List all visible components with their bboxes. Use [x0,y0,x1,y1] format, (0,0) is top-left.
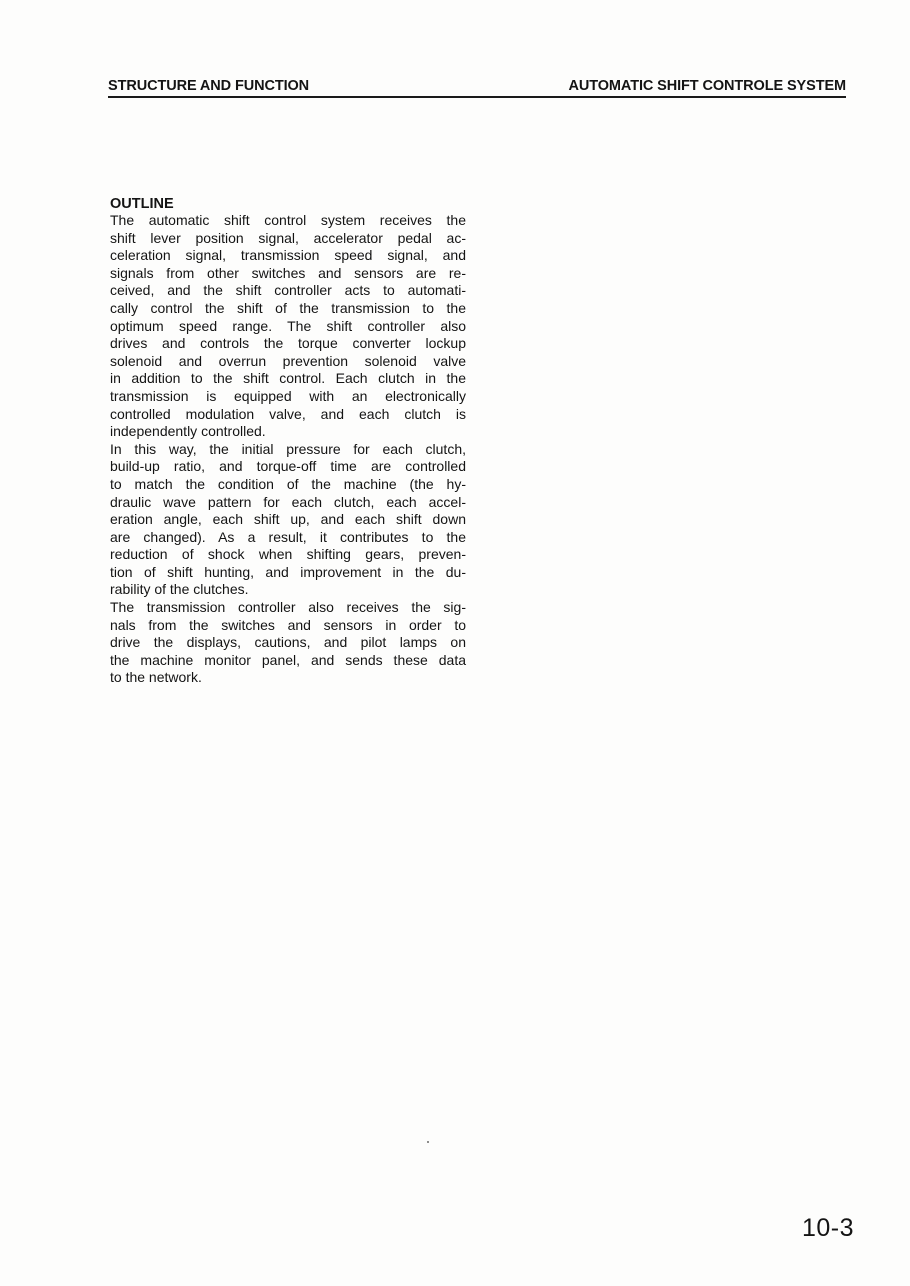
text-line: ceived, and the shift controller acts to automati- [110,282,466,299]
page-header [108,74,846,98]
text-line: drives and controls the torque converter lockup [110,335,466,352]
text-line: draulic wave pattern for each clutch, each accel- [110,493,466,510]
text-line: eration angle, each shift up, and each shift down [110,511,466,528]
text-line: to the network. [110,669,202,686]
text-line: the machine monitor panel, and sends these data [110,651,466,668]
text-line: drive the displays, cautions, and pilot lamps on [110,634,466,651]
text-line: in addition to the shift control. Each clutch in the [110,370,466,387]
text-line: are changed). As a result, it contributes to the [110,528,466,545]
section-title: OUTLINE [110,196,174,212]
text-line: shift lever position signal, accelerator pedal ac- [110,229,466,246]
text-line: tion of shift hunting, and improvement in the du- [110,563,466,580]
text-line: cally control the shift of the transmission to the [110,299,466,316]
text-line: optimum speed range. The shift controller also [110,317,466,334]
header-section-title: STRUCTURE AND FUNCTION [108,78,310,94]
text-line: transmission is equipped with an electronically [110,387,466,404]
text-line: rability of the clutches. [110,581,249,598]
text-line: independently controlled. [110,423,266,440]
text-line: build-up ratio, and torque-off time are controlled [110,458,466,475]
scan-speck [427,1141,429,1143]
text-line: reduction of shock when shifting gears, preven- [110,546,466,563]
text-line: In this way, the initial pressure for each clutch, [110,440,466,457]
text-line: celeration signal, transmission speed signal, and [110,247,466,264]
text-line: The automatic shift control system receives the [110,212,466,228]
header-chapter-title: AUTOMATIC SHIFT CONTROLE SYSTEM [568,78,846,94]
text-line: nals from the switches and sensors in order to [110,616,466,633]
text-line: solenoid and overrun prevention solenoid valve [110,352,466,369]
page-number: 10-3 [801,1214,854,1242]
outline-body-text [110,212,466,687]
text-line: controlled modulation valve, and each clutch is [110,405,466,422]
text-line: signals from other switches and sensors are re- [110,264,466,281]
text-line: The transmission controller also receives the sig- [110,599,466,616]
text-line: to match the condition of the machine (the hy- [110,475,466,492]
